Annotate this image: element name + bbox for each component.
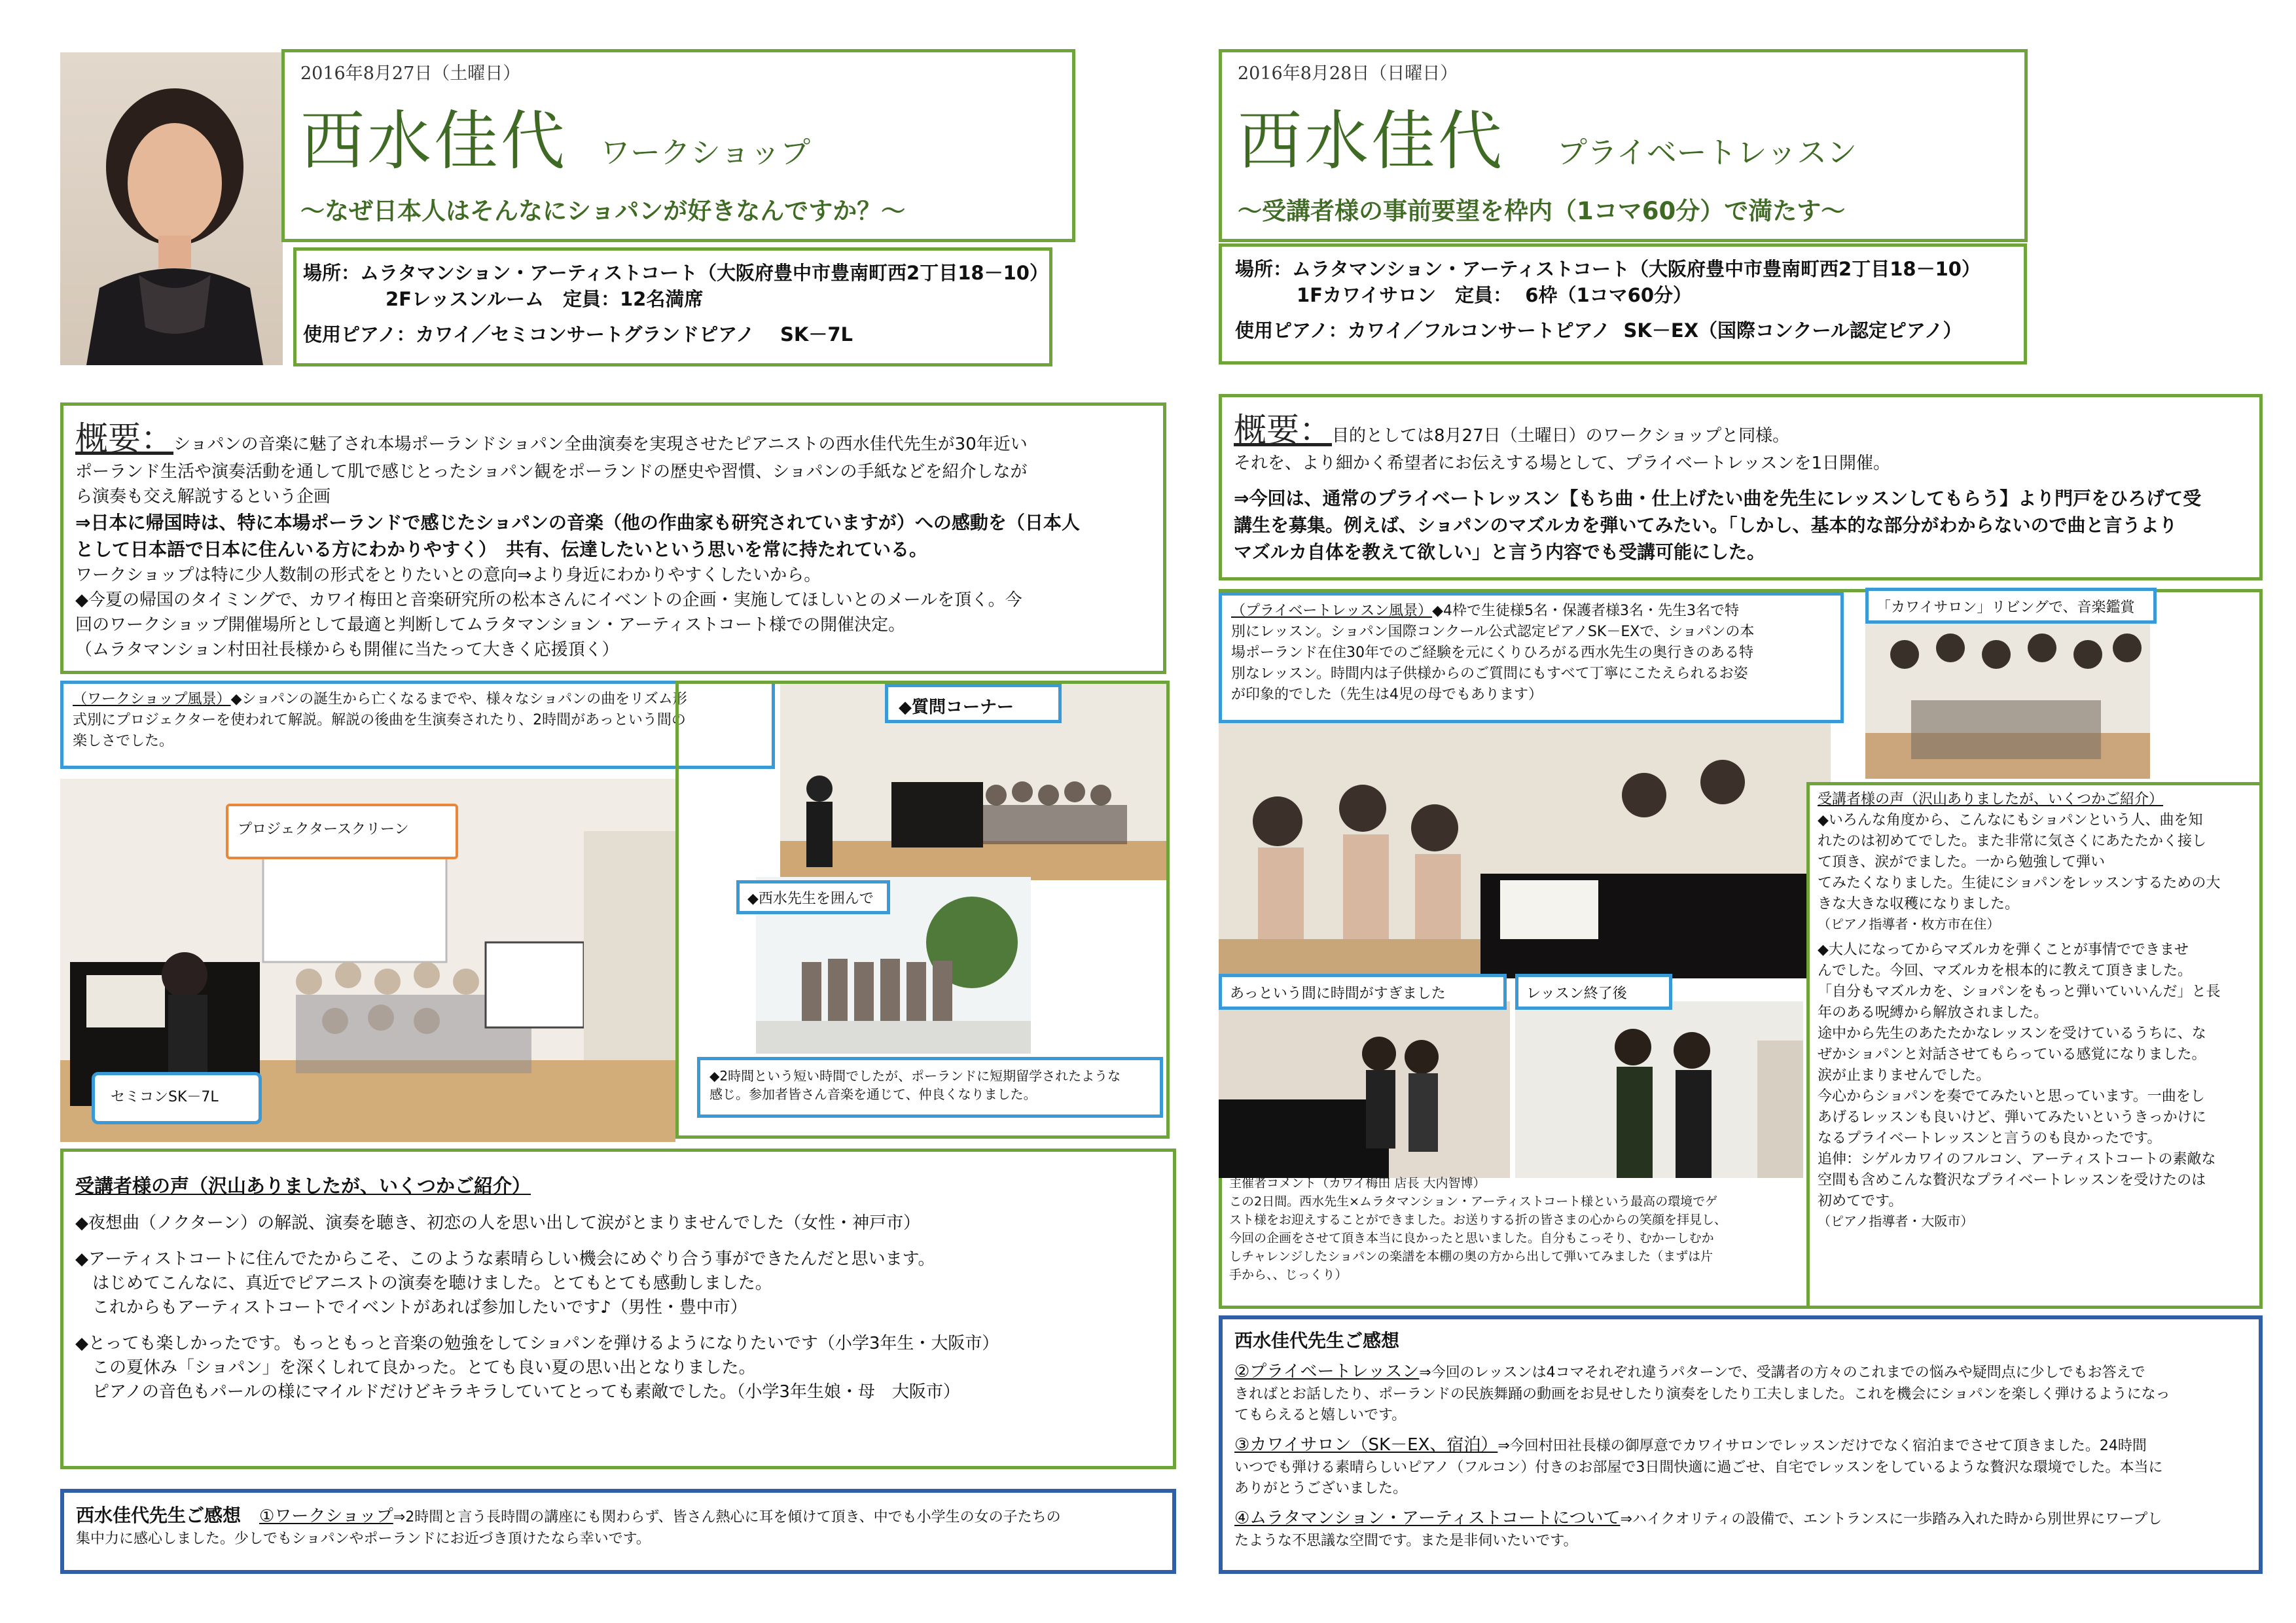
- right-name: 西水佳代: [1238, 104, 1505, 179]
- left-place-line2: 2Fレッスンルーム 定員：12名満席: [386, 288, 704, 310]
- imp3-text2: いつでも弾ける素晴らしいピアノ（フルコン）付きのお部屋で3日間快適に過ごせ、自宅でレッスンをしているような贅沢な環境でした。本当に: [1234, 1459, 2163, 1476]
- left-voice2a: ◆アーティストコートに住んでたからこそ、このような素晴らしい機会にめぐり合う事ができたんだと思います。: [75, 1249, 935, 1269]
- left-scene-text1: ◆ショパンの誕生から亡くなるまでや、様々なショパンの曲をリズム形: [230, 691, 687, 707]
- left-voice3b: この夏休み「ショパン」を深くしれて良かった。とても良い夏の思い出となりました。: [92, 1358, 756, 1378]
- imp2-text2: きればとお話したり、ポーランドの民族舞踊の動画をお見せしたり演奏をしたり工夫しました。これを機会にショパンを楽しく弾けるようになっ: [1234, 1386, 2170, 1402]
- projector-label: プロジェクタースクリーン: [238, 821, 409, 838]
- right-impression-heading: 西水佳代先生ご感想: [1234, 1330, 1400, 1351]
- imp2-item: ②プライベートレッスン: [1234, 1362, 1420, 1382]
- right-voice-v18: 空間も含めこんな贅沢なプライベートレッスンを受けたのは: [1818, 1172, 2206, 1188]
- group-caption2: 感じ。参加者皆さん音楽を通じて、仲良くなりました。: [709, 1086, 1037, 1102]
- imp4-text2: たような不思議な空間です。また是非伺いたいです。: [1234, 1533, 1578, 1549]
- right-voices-heading: 受講者様の声（沢山ありましたが、いくつかご紹介）: [1818, 791, 2164, 808]
- right-event: プライベートレッスン: [1557, 135, 1857, 170]
- right-place-line2: 1Fカワイサロン 定員： 6枠（1コマ60分）: [1297, 284, 1693, 306]
- right-overview-bold1: ⇒今回は、通常のプライベートレッスン【もち曲・仕上げたい曲を先生にレッスンしてもらう】より門戸をひろげて受: [1234, 488, 2202, 509]
- right-overview-line2: それを、より細かく希望者にお伝えする場として、プライベートレッスンを1日開催。: [1234, 454, 1890, 473]
- left-date: 2016年8月27日（土曜日）: [300, 63, 521, 84]
- right-overview-line1: 目的としては8月27日（土曜日）のワークショップと同様。: [1332, 426, 1790, 446]
- left-voices-box: [60, 1149, 1176, 1469]
- right-overview-bold2: 講生を募集。例えば、ショパンのマズルカを弾いてみたい。「しかし、基本的な部分がわからないので曲と言うより: [1234, 514, 2178, 536]
- right-scene-text1: ◆4枠で生徒様5名・保護者様3名・先生3名で特: [1432, 603, 1740, 619]
- left-voice3a: ◆とっても楽しかったです。もっともっと音楽の勉強をしてショパンを弾けるようになりたいです（小学3年生・大阪市）: [75, 1334, 999, 1353]
- left-overview-line5: ◆今夏の帰国のタイミングで、カワイ梅田と音楽研究所の松本さんにイベントの企画・実施してほしいとのメールを頂く。今: [75, 590, 1022, 610]
- left-overview-line7: （ムラタマンション村田社長様からも開催に当たって大きく応援頂く）: [75, 640, 619, 660]
- left-name: 西水佳代: [300, 104, 568, 179]
- imp4-text1: ⇒ハイクオリティの設備で、エントランスに一歩踏み入れた時から別世界にワープし: [1620, 1511, 2162, 1527]
- qa-label: ◆質問コーナー: [899, 698, 1014, 717]
- left-place-line1: 場所：ムラタマンション・アーティストコート（大阪府豊中市豊南町西2丁目18－10）: [303, 262, 1049, 284]
- right-scene-text5: が印象的でした（先生は4児の母でもあります）: [1231, 687, 1543, 703]
- left-overview-line1: ショパンの音楽に魅了され本場ポーランドショパン全曲演奏を実現させたピアニストの西水佳代先生が30年近い: [173, 435, 1028, 454]
- left-overview-box: [60, 402, 1166, 674]
- left-overview-line6: 回のワークショップ開催場所として最適と判断してムラタマンション・アーティストコート様での開催決定。: [75, 615, 906, 635]
- salon-label: 「カワイサロン」リビングで、音楽鑑賞: [1876, 599, 2135, 616]
- right-voice-v5: きな大きな収穫になりました。: [1818, 896, 2020, 912]
- host-line3: 今回の企画をさせて頂き本当に良かったと思いました。自分もこっそり、むかーしむか: [1229, 1231, 1714, 1245]
- right-voice-v10: 年のある呪縛から解放されました。: [1818, 1005, 2049, 1021]
- right-voice-v7: ◆大人になってからマズルカを弾くことが事情でできませ: [1818, 942, 2189, 958]
- right-voice-v17: 追伸：シゲルカワイのフルコン、アーティストコートの素敵な: [1818, 1151, 2216, 1168]
- right-scene-caption: [1219, 592, 1844, 723]
- right-voice-v9: 「自分もマズルカを、ショパンをもっと弾いていいんだ」と長: [1818, 984, 2221, 1000]
- left-scene-text3: 楽しさでした。: [73, 733, 174, 749]
- host-heading: 主催者コメント（カワイ梅田 店長 大内智博）: [1229, 1176, 1486, 1190]
- left-voices-heading: 受講者様の声（沢山ありましたが、いくつかご紹介）: [75, 1175, 531, 1197]
- right-piano-line: 使用ピアノ：カワイ／フルコンサートピアノ SK－EX（国際コンクール認定ピアノ）: [1235, 319, 1962, 342]
- host-line2: スト様をお迎えすることができました。お送りする折の皆さまの心からの笑顔を拝見し、: [1229, 1213, 1727, 1227]
- left-voice2c: これからもアーティストコートでイベントがあれば参加したいです♪（男性・豊中市）: [92, 1298, 747, 1317]
- projector-label-box: [226, 804, 458, 859]
- right-voice-v16: なるプライベートレッスンと言うのも良かったです。: [1818, 1130, 2162, 1147]
- time-label-box: [1219, 974, 1507, 1010]
- imp3-text3: ありがとうございました。: [1234, 1480, 1408, 1497]
- right-voice-v2: れたのは初めてでした。また非常に気さくにあたたかく接し: [1818, 833, 2207, 849]
- right-scene-text4: 別なレッスン。時間内は子供様からのご質問にもすべて丁寧にこたえられるお姿: [1231, 666, 1748, 682]
- left-impression-heading: 西水佳代先生ご感想: [76, 1505, 242, 1526]
- right-voices-box: [1806, 782, 2263, 1309]
- imp3-text1: ⇒今回村田社長様の御厚意でカワイサロンでレッスンだけでなく宿泊までさせて頂きました。24時間: [1498, 1438, 2147, 1454]
- right-voice-v1: ◆いろんな角度から、こんなにもショパンという人、曲を知: [1818, 812, 2203, 829]
- left-impression-text1: ⇒2時間と言う長時間の講座にも関わらず、皆さん熱心に耳を傾けて頂き、中でも小学生の女の子たちの: [393, 1509, 1061, 1525]
- host-line1: この2日間。西水先生×ムラタマンション・アーティストコート様という最高の環境でゲ: [1229, 1194, 1718, 1209]
- left-overview-heading: 概要：: [75, 419, 173, 457]
- right-scene-text3: 場ポーランド在住30年でのご経験を元にくりひろがる西水先生の奥行きのある特: [1231, 645, 1753, 661]
- left-voice1: ◆夜想曲（ノクターン）の解説、演奏を聴き、初恋の人を思い出して涙がとまりませんでした（女性・神戸市）: [75, 1213, 921, 1233]
- right-voice-v19: 初めてです。: [1818, 1193, 1903, 1209]
- right-header-box: [1219, 49, 2028, 242]
- left-overview-bold1: ⇒日本に帰国時は、特に本場ポーランドで感じたショパンの音楽（他の作曲家も研究されていますが）への感動を（日本人: [75, 512, 1080, 533]
- left-voice2b: はじめてこんなに、真近でピアニストの演奏を聴けました。とてもとても感動しました。: [92, 1274, 772, 1293]
- imp2-text1: ⇒今回のレッスンは4コマそれぞれ違うパターンで、受講者の方々のこれまでの悩みや疑問点に少しでもお答えで: [1419, 1364, 2145, 1381]
- right-voice-v11: 途中から先生のあたたかなレッスンを受けているうちに、な: [1818, 1026, 2206, 1042]
- right-scene-text2: 別にレッスン。ショパン国際コンクール公式認定ピアノSK－EXで、ショパンの本: [1231, 624, 1755, 640]
- left-event: ワークショップ: [600, 135, 811, 170]
- left-impression-item: ①ワークショップ: [259, 1507, 393, 1526]
- semicon-label: セミコンSK－7L: [111, 1089, 219, 1105]
- imp4-item: ④ムラタマンション・アーティストコートについて: [1234, 1508, 1621, 1528]
- right-date: 2016年8月28日（日曜日）: [1238, 63, 1458, 84]
- portrait-photo: [60, 52, 283, 365]
- left-place-box: [293, 247, 1052, 366]
- left-header-box: [281, 49, 1075, 242]
- left-photo-frame: [675, 681, 1170, 1139]
- host-line5: 手から、、じっくり）: [1229, 1268, 1348, 1282]
- left-overview-line3: ら演奏も交え解説するという企画: [75, 487, 331, 507]
- right-place-box: [1219, 243, 2027, 365]
- left-scene-text2: 式別にプロジェクターを使われて解説。解説の後曲を生演奏されたり、2時間があっという間の: [73, 712, 686, 728]
- salon-label-box: [1865, 588, 2157, 624]
- right-voice-v6: （ピアノ指導者・枚方市在住）: [1818, 916, 2000, 932]
- right-voice-v14: 今心からショパンを奏でてみたいと思っています。一曲をし: [1818, 1088, 2205, 1105]
- group-caption1: ◆2時間という短い時間でしたが、ポーランドに短期留学されたような: [709, 1068, 1121, 1084]
- right-voice-v12: ぜかショパンと対話させてもらっている感覚になりました。: [1818, 1046, 2206, 1063]
- right-subtitle: ～受講者様の事前要望を枠内（1コマ60分）で満たす～: [1238, 197, 1846, 225]
- group-label: ◆西水先生を囲んで: [747, 891, 874, 907]
- imp2-text3: てもらえると嬉しいです。: [1234, 1407, 1407, 1423]
- right-overview-box: [1219, 394, 2263, 580]
- right-voice-v8: んでした。今回、マズルカを根本的に教えて頂きました。: [1818, 963, 2193, 979]
- left-overview-line4: ワークショップは特に少人数制の形式をとりたいとの意向⇒より身近にわかりやすくしたいから。: [75, 565, 821, 585]
- imp3-item: ③カワイサロン（SK－EX、宿泊）: [1234, 1435, 1498, 1455]
- right-voice-v3: て頂き、涙がでました。一から勉強して弾い: [1818, 854, 2106, 870]
- right-place-line1: 場所：ムラタマンション・アーティストコート（大阪府豊中市豊南町西2丁目18－10）: [1235, 258, 1981, 280]
- time-photo: [1219, 1001, 1510, 1178]
- right-voice-v20: （ピアノ指導者・大阪市）: [1818, 1213, 1974, 1229]
- left-voice3c: ピアノの音色もパールの様にマイルドだけどキラキラしていてとっても素敵でした。（小学3年生娘・母 大阪市）: [92, 1382, 960, 1402]
- right-voice-v4: てみたくなりました。生徒にショパンをレッスンするための大: [1818, 875, 2221, 891]
- right-scene-label: （プライベートレッスン風景）: [1231, 603, 1433, 619]
- right-voice-v13: 涙が止まりませんでした。: [1818, 1067, 1991, 1084]
- left-subtitle: ～なぜ日本人はそんなにショパンが好きなんですか？～: [300, 197, 906, 225]
- time-label: あっという間に時間がすぎました: [1230, 986, 1446, 1002]
- semicon-label-box: [92, 1072, 262, 1124]
- left-impression-text2: 集中力に感心しました。少しでもショパンやポーランドにお近づき頂けたなら幸いです。: [76, 1531, 651, 1547]
- left-overview-line2: ポーランド生活や演奏活動を通して肌で感じとったショパン観をポーランドの歴史や習慣、ショパンの手紙などを紹介しなが: [75, 462, 1028, 482]
- right-overview-bold3: マズルカ自体を教えて欲しい」と言う内容でも受講可能にした。: [1234, 541, 1766, 563]
- end-label: レッスン終了後: [1526, 986, 1627, 1002]
- host-comment: [1224, 1171, 1800, 1302]
- left-overview-bold2: として日本語で日本に住んいる方にわかりやすく） 共有、伝達したいという思いを常に持たれている。: [75, 539, 928, 560]
- left-scene-caption: [60, 681, 775, 769]
- end-photo: [1515, 1001, 1803, 1178]
- left-piano-line: 使用ピアノ：カワイ／セミコンサートグランドピアノ SK－7L: [303, 323, 853, 346]
- right-voice-v15: あげるレッスンも良いけど、弾いてみたいというきっかけに: [1818, 1109, 2206, 1126]
- lesson-photo: [1219, 723, 1831, 978]
- right-overview-heading: 概要：: [1234, 411, 1332, 449]
- left-scene-label: （ワークショップ風景）: [73, 691, 231, 707]
- end-label-box: [1515, 974, 1672, 1010]
- right-impression-box: [1219, 1315, 2263, 1574]
- host-line4: しチャレンジしたショパンの楽譜を本棚の奥の方から出して弾いてみました（まずは片: [1229, 1249, 1713, 1264]
- left-impression-box: [60, 1489, 1176, 1574]
